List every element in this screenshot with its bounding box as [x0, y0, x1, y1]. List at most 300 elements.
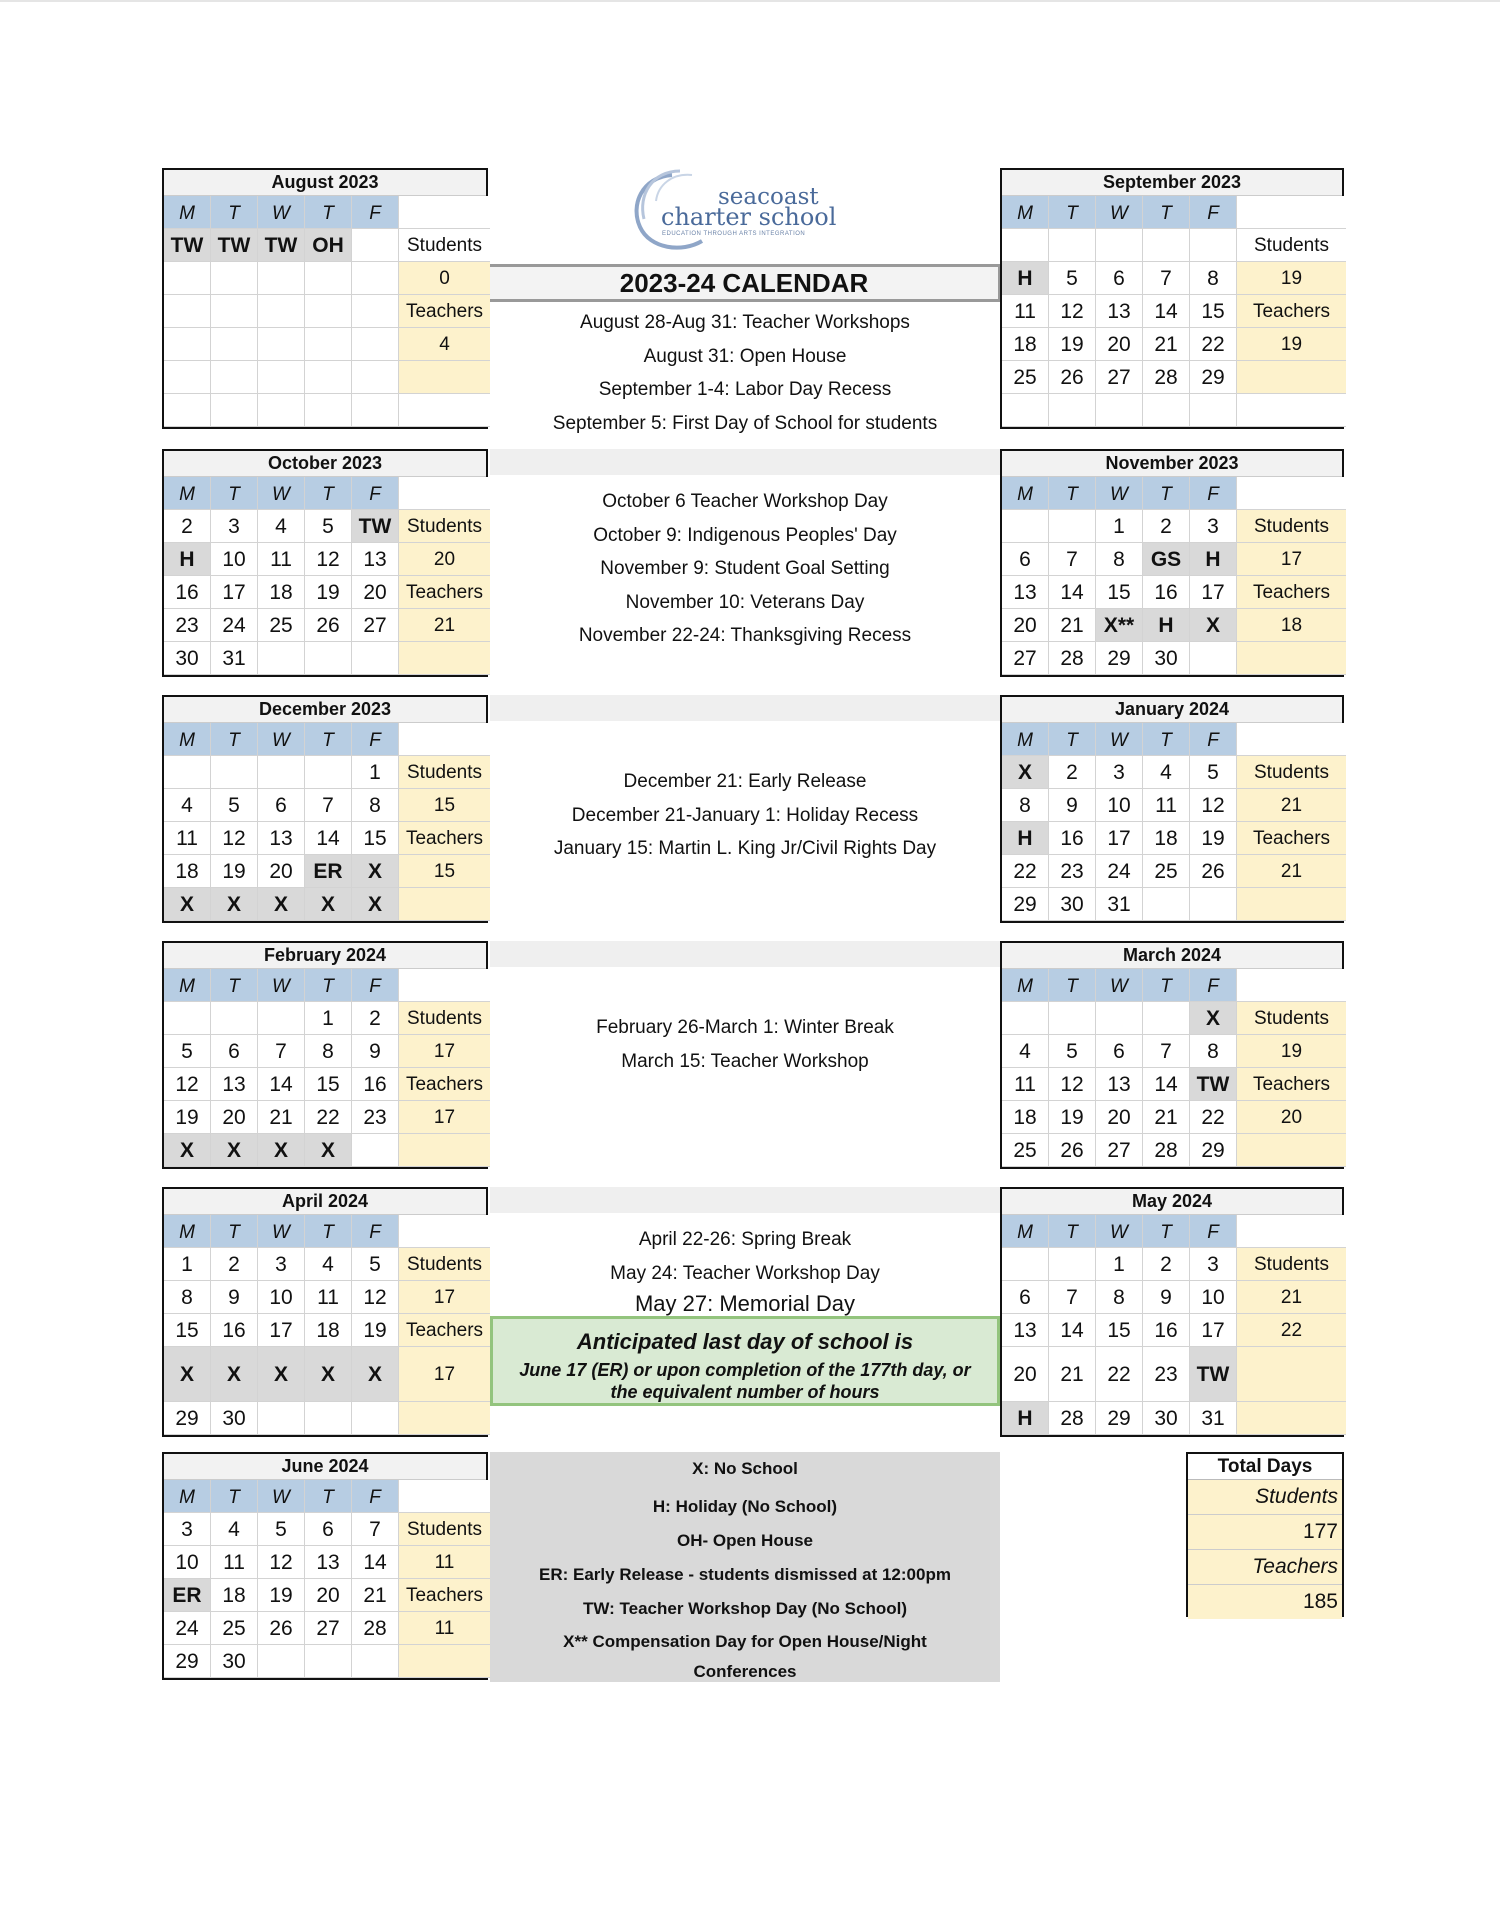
- weekday-header: M: [1002, 1215, 1049, 1248]
- day-cell: 3: [164, 1513, 211, 1546]
- day-cell: 11: [211, 1546, 258, 1579]
- day-code-cell: H: [164, 543, 211, 576]
- count-cell: 21: [1237, 1281, 1346, 1314]
- day-cell: [305, 642, 352, 675]
- month-title: December 2023: [164, 697, 486, 723]
- separator-band: [490, 695, 1000, 721]
- day-cell: 17: [258, 1314, 305, 1347]
- weekday-header: T: [211, 1215, 258, 1248]
- legend-item: Conferences: [693, 1662, 797, 1681]
- logo-line1: seacoast: [718, 184, 819, 210]
- day-cell: 29: [1190, 361, 1237, 394]
- header-side-cell: [1237, 723, 1346, 756]
- day-code-cell: TW: [1190, 1068, 1237, 1101]
- day-cell: 2: [1143, 1248, 1190, 1281]
- day-cell: [258, 262, 305, 295]
- day-cell: 23: [164, 609, 211, 642]
- day-cell: [1190, 888, 1237, 921]
- count-cell: [1237, 642, 1346, 675]
- weekday-header: W: [258, 1480, 305, 1513]
- day-cell: 28: [1143, 361, 1190, 394]
- day-code-cell: X: [1190, 609, 1237, 642]
- day-cell: 23: [1049, 855, 1096, 888]
- day-cell: [258, 361, 305, 394]
- day-cell: 29: [164, 1645, 211, 1678]
- day-cell: [1143, 394, 1190, 427]
- count-cell: [399, 361, 490, 394]
- weekday-header: T: [1049, 723, 1096, 756]
- day-cell: 31: [1190, 1402, 1237, 1435]
- month-grid: [1002, 723, 1342, 921]
- day-code-cell: H: [1002, 822, 1049, 855]
- day-cell: 31: [211, 642, 258, 675]
- day-cell: 8: [1190, 1035, 1237, 1068]
- count-cell: Students: [1237, 756, 1346, 789]
- day-cell: 18: [164, 855, 211, 888]
- weekday-header: F: [1190, 477, 1237, 510]
- day-cell: 5: [1049, 1035, 1096, 1068]
- day-code-cell: X: [211, 888, 258, 921]
- day-cell: 19: [352, 1314, 399, 1347]
- day-cell: 21: [1143, 328, 1190, 361]
- day-cell: 23: [1143, 1347, 1190, 1402]
- day-cell: 13: [1002, 576, 1049, 609]
- weekday-header: M: [164, 477, 211, 510]
- legend-item: TW: Teacher Workshop Day (No School): [583, 1599, 907, 1618]
- day-cell: [258, 295, 305, 328]
- weekday-header: W: [258, 1215, 305, 1248]
- day-cell: [305, 328, 352, 361]
- count-cell: [1237, 888, 1346, 921]
- day-cell: 6: [211, 1035, 258, 1068]
- count-cell: Students: [399, 1513, 490, 1546]
- day-cell: 5: [164, 1035, 211, 1068]
- day-cell: 7: [305, 789, 352, 822]
- day-code-cell: X: [352, 1347, 399, 1402]
- day-cell: 5: [352, 1248, 399, 1281]
- day-cell: 14: [258, 1068, 305, 1101]
- day-cell: 11: [1002, 1068, 1049, 1101]
- count-cell: Students: [399, 1248, 490, 1281]
- weekday-header: W: [258, 477, 305, 510]
- month-grid: [164, 477, 486, 675]
- day-cell: 5: [305, 510, 352, 543]
- day-cell: [305, 361, 352, 394]
- count-cell: Teachers: [1237, 1068, 1346, 1101]
- day-cell: [352, 1134, 399, 1167]
- header-side-cell: [1237, 969, 1346, 1002]
- day-cell: 19: [1049, 328, 1096, 361]
- month-title: June 2024: [164, 1454, 486, 1480]
- day-cell: 2: [211, 1248, 258, 1281]
- day-cell: [1143, 888, 1190, 921]
- count-cell: [1237, 1134, 1346, 1167]
- day-cell: [1190, 642, 1237, 675]
- day-cell: 26: [1049, 1134, 1096, 1167]
- day-cell: 17: [1096, 822, 1143, 855]
- month-title: May 2024: [1002, 1189, 1342, 1215]
- month-september-2023: [1000, 168, 1344, 429]
- day-code-cell: TW: [164, 229, 211, 262]
- day-cell: 21: [1049, 609, 1096, 642]
- day-cell: 24: [1096, 855, 1143, 888]
- header-side-cell: [1237, 1215, 1346, 1248]
- weekday-header: F: [352, 723, 399, 756]
- day-cell: 5: [1049, 262, 1096, 295]
- header-side-cell: [399, 1480, 490, 1513]
- count-cell: Teachers: [399, 295, 490, 328]
- count-cell: Teachers: [399, 576, 490, 609]
- day-cell: 9: [1049, 789, 1096, 822]
- header-side-cell: [399, 969, 490, 1002]
- count-cell: 17: [399, 1101, 490, 1134]
- day-cell: 25: [1002, 361, 1049, 394]
- weekday-header: W: [1096, 477, 1143, 510]
- month-grid: [164, 969, 486, 1167]
- day-cell: [1002, 1002, 1049, 1035]
- day-cell: [164, 394, 211, 427]
- day-cell: [211, 756, 258, 789]
- note: November 10: Veterans Day: [625, 592, 865, 613]
- legend-item: ER: Early Release - students dismissed at 12:00pm: [539, 1565, 951, 1584]
- day-code-cell: TW: [1190, 1347, 1237, 1402]
- day-code-cell: X: [164, 888, 211, 921]
- weekday-header: M: [164, 1480, 211, 1513]
- day-cell: [1002, 394, 1049, 427]
- count-cell: Teachers: [399, 822, 490, 855]
- day-cell: 4: [211, 1513, 258, 1546]
- day-cell: 1: [305, 1002, 352, 1035]
- day-code-cell: X: [305, 1347, 352, 1402]
- separator-band: [490, 941, 1000, 967]
- day-cell: 14: [305, 822, 352, 855]
- note: January 15: Martin L. King Jr/Civil Rights Day: [553, 838, 937, 859]
- month-grid: [164, 1480, 486, 1678]
- day-cell: 2: [1143, 510, 1190, 543]
- day-cell: 4: [164, 789, 211, 822]
- month-march-2024: [1000, 941, 1344, 1169]
- day-cell: 12: [211, 822, 258, 855]
- count-cell: 11: [399, 1612, 490, 1645]
- weekday-header: M: [164, 969, 211, 1002]
- day-cell: [305, 295, 352, 328]
- day-cell: 12: [1190, 789, 1237, 822]
- day-cell: [352, 295, 399, 328]
- day-cell: 20: [211, 1101, 258, 1134]
- count-cell: [1237, 1402, 1346, 1435]
- day-cell: 27: [352, 609, 399, 642]
- count-cell: Students: [399, 756, 490, 789]
- note: December 21: Early Release: [623, 771, 867, 792]
- weekday-header: W: [1096, 1215, 1143, 1248]
- day-cell: 1: [1096, 510, 1143, 543]
- day-code-cell: H: [1002, 1402, 1049, 1435]
- month-title: November 2023: [1002, 451, 1342, 477]
- day-cell: 1: [164, 1248, 211, 1281]
- day-cell: 16: [1143, 1314, 1190, 1347]
- day-cell: 8: [1096, 543, 1143, 576]
- weekday-header: W: [1096, 723, 1143, 756]
- count-cell: Students: [1237, 1248, 1346, 1281]
- day-cell: [211, 394, 258, 427]
- day-cell: 8: [352, 789, 399, 822]
- day-cell: 18: [1002, 328, 1049, 361]
- count-cell: 0: [399, 262, 490, 295]
- day-cell: 14: [1049, 1314, 1096, 1347]
- weekday-header: F: [1190, 1215, 1237, 1248]
- weekday-header: T: [305, 477, 352, 510]
- count-cell: [399, 1402, 490, 1435]
- count-cell: 17: [1237, 543, 1346, 576]
- note: September 5: First Day of School for students: [552, 413, 938, 434]
- weekday-header: T: [305, 969, 352, 1002]
- day-code-cell: X: [352, 888, 399, 921]
- day-cell: 20: [305, 1579, 352, 1612]
- count-cell: Teachers: [1237, 576, 1346, 609]
- legend-item: OH- Open House: [676, 1531, 813, 1550]
- page-top-border: [0, 0, 1500, 2]
- day-cell: 9: [211, 1281, 258, 1314]
- day-cell: 13: [305, 1546, 352, 1579]
- day-cell: [352, 394, 399, 427]
- day-cell: [258, 1645, 305, 1678]
- count-cell: 22: [1237, 1314, 1346, 1347]
- day-cell: 3: [1190, 510, 1237, 543]
- day-cell: 15: [1190, 295, 1237, 328]
- month-grid: [1002, 477, 1342, 675]
- count-cell: 15: [399, 789, 490, 822]
- day-cell: 20: [1002, 609, 1049, 642]
- last-day-notice: [490, 1316, 1000, 1406]
- month-august-2023: [162, 168, 488, 429]
- day-cell: 22: [305, 1101, 352, 1134]
- count-cell: [399, 642, 490, 675]
- day-cell: [211, 1002, 258, 1035]
- day-cell: [1002, 229, 1049, 262]
- note: December 21-January 1: Holiday Recess: [571, 805, 919, 826]
- day-cell: [1002, 1248, 1049, 1281]
- day-cell: 17: [1190, 1314, 1237, 1347]
- day-cell: 21: [258, 1101, 305, 1134]
- weekday-header: M: [164, 1215, 211, 1248]
- legend-item: X** Compensation Day for Open House/Night: [563, 1632, 927, 1651]
- day-cell: 13: [1096, 1068, 1143, 1101]
- day-cell: 20: [1096, 328, 1143, 361]
- day-code-cell: X: [164, 1134, 211, 1167]
- day-cell: 26: [1190, 855, 1237, 888]
- count-cell: Teachers: [399, 1579, 490, 1612]
- header-side-cell: [399, 477, 490, 510]
- day-cell: 29: [1190, 1134, 1237, 1167]
- day-cell: 13: [258, 822, 305, 855]
- day-cell: 16: [352, 1068, 399, 1101]
- school-logo: [622, 165, 837, 257]
- day-cell: 12: [164, 1068, 211, 1101]
- weekday-header: M: [164, 723, 211, 756]
- count-cell: 17: [399, 1281, 490, 1314]
- weekday-header: F: [352, 477, 399, 510]
- weekday-header: T: [305, 723, 352, 756]
- day-code-cell: X: [352, 855, 399, 888]
- day-code-cell: H: [1143, 609, 1190, 642]
- day-cell: 24: [164, 1612, 211, 1645]
- day-code-cell: ER: [305, 855, 352, 888]
- day-cell: [305, 394, 352, 427]
- day-cell: [1002, 510, 1049, 543]
- weekday-header: T: [1143, 477, 1190, 510]
- day-cell: 7: [1049, 1281, 1096, 1314]
- day-cell: [352, 229, 399, 262]
- day-cell: [352, 262, 399, 295]
- day-cell: 10: [1096, 789, 1143, 822]
- count-cell: [399, 1134, 490, 1167]
- day-cell: 27: [1002, 642, 1049, 675]
- day-cell: 8: [1096, 1281, 1143, 1314]
- last-day-heading: Anticipated last day of school is: [576, 1329, 914, 1354]
- day-cell: 10: [211, 543, 258, 576]
- day-code-cell: TW: [258, 229, 305, 262]
- day-cell: 20: [352, 576, 399, 609]
- weekday-header: T: [1049, 1215, 1096, 1248]
- month-title: September 2023: [1002, 170, 1342, 196]
- weekday-header: T: [1049, 196, 1096, 229]
- day-cell: 16: [211, 1314, 258, 1347]
- note: August 28-Aug 31: Teacher Workshops: [580, 312, 910, 333]
- day-cell: 7: [352, 1513, 399, 1546]
- day-cell: 19: [305, 576, 352, 609]
- day-cell: [352, 1402, 399, 1435]
- day-cell: [258, 394, 305, 427]
- day-cell: 10: [258, 1281, 305, 1314]
- day-cell: 9: [352, 1035, 399, 1068]
- day-cell: 30: [1143, 642, 1190, 675]
- day-cell: 30: [211, 1645, 258, 1678]
- note: March 15: Teacher Workshop: [621, 1051, 869, 1072]
- day-cell: [211, 361, 258, 394]
- day-cell: 25: [258, 609, 305, 642]
- count-cell: 21: [1237, 855, 1346, 888]
- weekday-header: F: [352, 1215, 399, 1248]
- day-cell: 27: [305, 1612, 352, 1645]
- day-cell: [305, 262, 352, 295]
- count-cell: 15: [399, 855, 490, 888]
- day-cell: [1049, 1002, 1096, 1035]
- count-cell: 4: [399, 328, 490, 361]
- day-cell: 12: [1049, 295, 1096, 328]
- day-cell: 2: [352, 1002, 399, 1035]
- count-cell: 20: [1237, 1101, 1346, 1134]
- day-cell: 6: [1002, 1281, 1049, 1314]
- count-cell: [399, 888, 490, 921]
- header-side-cell: [399, 196, 490, 229]
- weekday-header: T: [1143, 196, 1190, 229]
- day-cell: 22: [1190, 1101, 1237, 1134]
- header-side-cell: [399, 723, 490, 756]
- day-cell: 3: [1190, 1248, 1237, 1281]
- day-code-cell: TW: [352, 510, 399, 543]
- legend: [490, 1452, 1000, 1682]
- count-cell: 17: [399, 1347, 490, 1402]
- day-code-cell: X: [1190, 1002, 1237, 1035]
- day-cell: 2: [1049, 756, 1096, 789]
- weekday-header: T: [1049, 477, 1096, 510]
- note: November 9: Student Goal Setting: [600, 558, 890, 579]
- day-cell: [305, 1645, 352, 1678]
- weekday-header: M: [1002, 969, 1049, 1002]
- day-cell: [211, 295, 258, 328]
- day-cell: 5: [258, 1513, 305, 1546]
- day-code-cell: X: [305, 1134, 352, 1167]
- day-cell: 13: [1096, 295, 1143, 328]
- count-cell: Students: [1237, 1002, 1346, 1035]
- day-cell: 7: [1049, 543, 1096, 576]
- month-grid: [1002, 196, 1342, 427]
- month-title: April 2024: [164, 1189, 486, 1215]
- day-cell: 13: [1002, 1314, 1049, 1347]
- day-cell: 11: [258, 543, 305, 576]
- month-grid: [164, 196, 486, 427]
- day-code-cell: X: [211, 1134, 258, 1167]
- weekday-header: F: [352, 196, 399, 229]
- weekday-header: T: [211, 969, 258, 1002]
- weekday-header: T: [211, 1480, 258, 1513]
- note: October 9: Indigenous Peoples' Day: [593, 525, 897, 546]
- day-cell: 22: [1190, 328, 1237, 361]
- day-cell: 25: [1143, 855, 1190, 888]
- total-students-label: Students: [1188, 1480, 1342, 1515]
- day-cell: 14: [1049, 576, 1096, 609]
- day-cell: [164, 262, 211, 295]
- count-cell: Teachers: [1237, 295, 1346, 328]
- day-cell: 24: [211, 609, 258, 642]
- calendar-title: 2023-24 CALENDAR: [487, 264, 1001, 302]
- day-cell: 18: [1002, 1101, 1049, 1134]
- month-grid: [1002, 969, 1342, 1167]
- day-cell: 3: [211, 510, 258, 543]
- day-cell: [164, 295, 211, 328]
- last-day-line1: June 17 (ER) or upon completion of the 177th day, or: [519, 1360, 971, 1380]
- day-cell: 26: [258, 1612, 305, 1645]
- weekday-header: T: [211, 196, 258, 229]
- day-code-cell: X: [258, 1347, 305, 1402]
- last-day-line2: the equivalent number of hours: [610, 1382, 880, 1402]
- day-cell: 8: [305, 1035, 352, 1068]
- day-cell: 30: [211, 1402, 258, 1435]
- month-title: February 2024: [164, 943, 486, 969]
- day-cell: [1049, 229, 1096, 262]
- day-cell: 15: [1096, 576, 1143, 609]
- day-cell: 22: [1096, 1347, 1143, 1402]
- day-cell: 12: [305, 543, 352, 576]
- day-cell: 10: [1190, 1281, 1237, 1314]
- day-cell: [1143, 229, 1190, 262]
- day-cell: 30: [1049, 888, 1096, 921]
- day-cell: 26: [305, 609, 352, 642]
- day-cell: 15: [305, 1068, 352, 1101]
- day-code-cell: H: [1190, 543, 1237, 576]
- day-cell: 14: [352, 1546, 399, 1579]
- day-cell: 2: [164, 510, 211, 543]
- day-code-cell: GS: [1143, 543, 1190, 576]
- day-cell: [258, 1402, 305, 1435]
- day-cell: [164, 756, 211, 789]
- month-grid: [164, 723, 486, 921]
- day-cell: 8: [1190, 262, 1237, 295]
- weekday-header: T: [1143, 723, 1190, 756]
- day-cell: 14: [1143, 1068, 1190, 1101]
- day-cell: 29: [164, 1402, 211, 1435]
- day-cell: [352, 361, 399, 394]
